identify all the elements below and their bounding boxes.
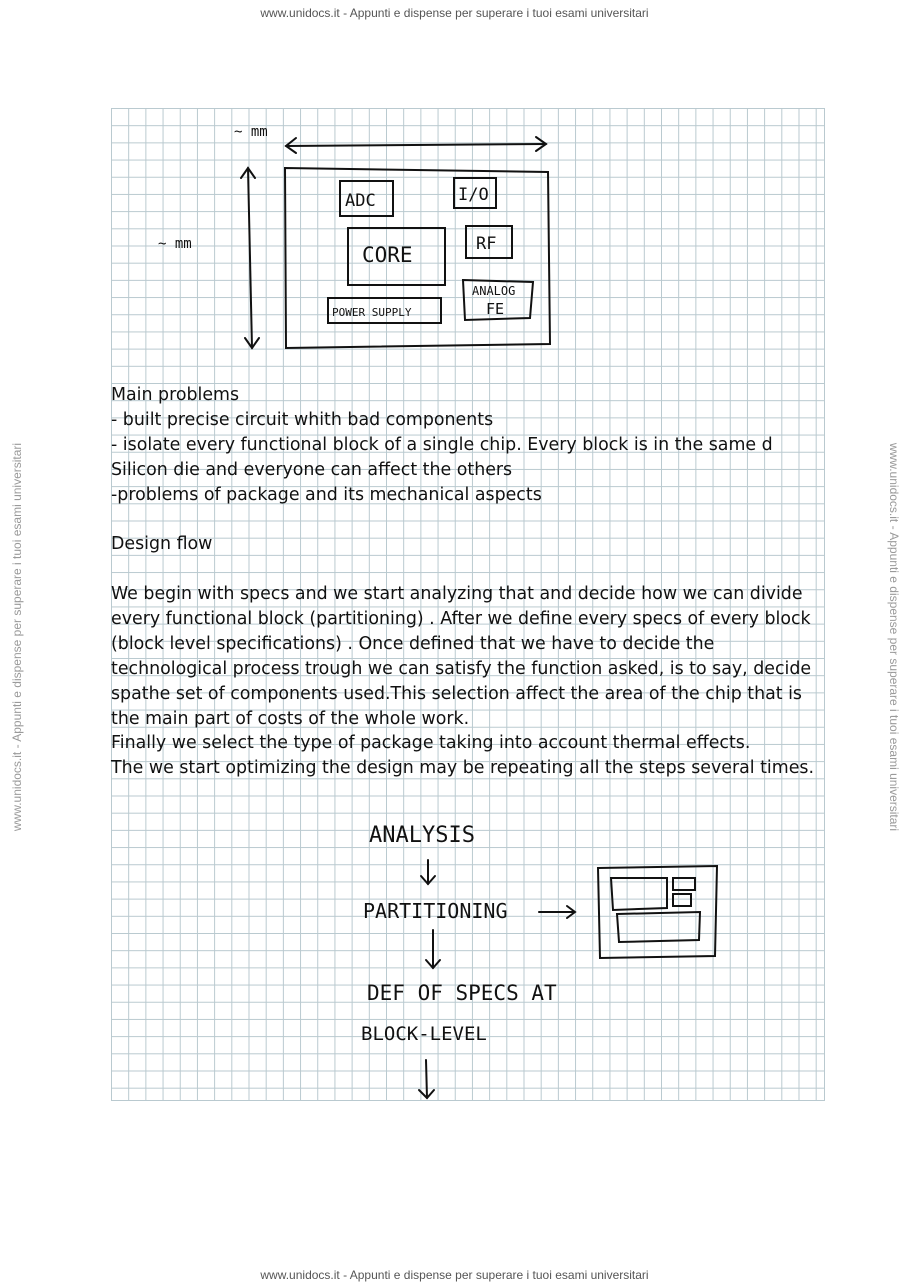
chip-block-labels [158, 124, 515, 319]
notes-line: Design flow [111, 534, 213, 555]
notes-line [111, 507, 823, 532]
svg-text:CORE: CORE [362, 243, 413, 267]
notes-line: (block level specifications) . Once defined that we have to decide the [111, 633, 715, 654]
notes-line: the main part of costs of the whole work. [111, 708, 470, 729]
notes-line: Finally we select the type of package taking into account thermal effects. [111, 733, 751, 754]
svg-text:ANALOG: ANALOG [472, 284, 516, 298]
svg-text:FE: FE [486, 300, 505, 318]
notes-line: Main problems [111, 385, 240, 405]
footer-watermark: www.unidocs.it - Appunti e dispense per superare i tuoi esami universitari [260, 1268, 649, 1282]
svg-text:POWER SUPPLY: POWER SUPPLY [332, 306, 412, 319]
chip-floorplan-sketch [140, 118, 580, 363]
design-flow-sketch [355, 812, 725, 1102]
notes-line: -problems of package and its mechanical aspects [111, 484, 542, 505]
right-side-watermark: www.unidocs.it - Appunti e dispense per superare i tuoi esami universitari [887, 442, 901, 832]
flow-step: DEF OF SPECS AT [367, 981, 557, 1005]
flow-step: ANALYSIS [369, 823, 475, 848]
notes-line: every functional block (partitioning) . After we define every specs of every block [111, 609, 811, 630]
flow-step: BLOCK-LEVEL [361, 1023, 487, 1045]
notes-line [111, 557, 823, 582]
svg-text:I/O: I/O [458, 185, 489, 205]
notes-line: Silicon die and everyone can affect the others [111, 459, 513, 480]
notes-line: technological process trough we can satisfy the function asked, is to say, decide [111, 658, 812, 679]
flow-step: PARTITIONING [363, 899, 508, 923]
notes-line: We begin with specs and we start analyzing that and decide how we can divide [111, 584, 803, 605]
notes-line: spathe set of components used.This selection affect the area of the chip that is [111, 683, 802, 704]
notes-text [111, 383, 823, 781]
svg-text:~ mm: ~ mm [234, 124, 268, 140]
header-watermark: www.unidocs.it - Appunti e dispense per superare i tuoi esami universitari [260, 6, 649, 20]
svg-text:~ mm: ~ mm [158, 236, 192, 252]
notes-line: - isolate every functional block of a single chip. Every block is in the same d [111, 434, 773, 455]
notes-line: - built precise circuit whith bad components [111, 409, 494, 430]
svg-text:RF: RF [476, 234, 497, 254]
flow-step-labels [361, 823, 557, 1045]
svg-text:ADC: ADC [345, 191, 376, 211]
left-side-watermark: www.unidocs.it - Appunti e dispense per superare i tuoi esami universitari [10, 442, 24, 832]
notes-line: The we start optimizing the design may be repeating all the steps several times. [111, 758, 814, 779]
